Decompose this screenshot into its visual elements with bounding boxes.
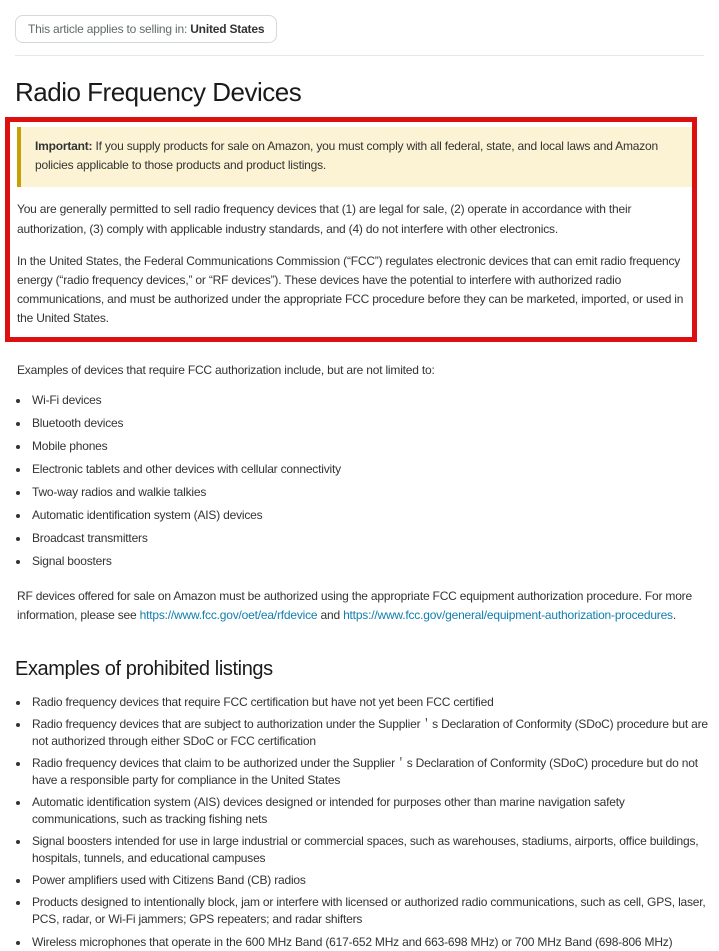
important-text: If you supply products for sale on Amazon, you must comply with all federal, state, and local laws and Amazon policies applicable to those products and product listings. <box>35 139 658 173</box>
fcc-rfdevice-link[interactable]: https://www.fcc.gov/oet/ea/rfdevice <box>139 607 318 622</box>
list-item: • Bluetooth devices <box>30 415 719 432</box>
prohibited-section <box>0 694 719 950</box>
list-item: • Radio frequency devices that require FCC certification but have not yet been FCC certified <box>30 694 719 711</box>
important-label: Important: <box>35 139 93 153</box>
authorization-text-middle: and <box>317 607 344 622</box>
intro-section <box>0 117 719 342</box>
intro-paragraph-1: You are generally permitted to sell radio frequency devices that (1) are legal for sale, (2) operate in accordance with their authorization, (3) comply with applicable industry standards, and (4) do not interfere with other electronics. <box>17 202 632 236</box>
prohibited-listings-list <box>0 694 719 950</box>
list-item: • Radio frequency devices that are subject to authorization under the Supplier＇s Declaration of Conformity (SDoC) procedure but are not authorized through either SDoC or FCC certification <box>30 716 719 750</box>
list-item: • Automatic identification system (AIS) devices designed or intended for purposes other than marine navigation safety communications, such as tracking fishing nets <box>30 794 719 828</box>
top-divider <box>15 55 704 56</box>
page-title: Radio Frequency Devices <box>15 77 302 107</box>
region-banner <box>15 15 277 43</box>
list-item: • Signal boosters <box>30 553 719 570</box>
list-item: • Wireless microphones that operate in the 600 MHz Band (617-652 MHz and 663-698 MHz) or 700 MHz Band (698-806 MHz) <box>30 934 719 951</box>
important-callout <box>17 127 694 187</box>
devices-lead-text: Examples of devices that require FCC authorization include, but are not limited to: <box>17 362 435 377</box>
region-banner-prefix: This article applies to selling in: <box>28 22 191 36</box>
list-item: • Two-way radios and walkie talkies <box>30 484 719 501</box>
list-item: • Broadcast transmitters <box>30 530 719 547</box>
section-heading-prohibited-listings: Examples of prohibited listings <box>15 658 273 681</box>
list-item: • Automatic identification system (AIS) devices <box>30 507 719 524</box>
list-item: • Mobile phones <box>30 438 719 455</box>
fcc-equipment-authorization-link[interactable]: https://www.fcc.gov/general/equipment-authorization-procedures <box>343 607 673 622</box>
list-item: • Wi-Fi devices <box>30 392 719 409</box>
authorization-text-after: . <box>672 607 677 622</box>
list-item: • Signal boosters intended for use in large industrial or commercial spaces, such as warehouses, stadiums, airports, office buildings, hospitals, tunnels, and educational campuses <box>30 833 719 867</box>
region-banner-region: United States <box>190 22 265 36</box>
intro-paragraph-2: In the United States, the Federal Communications Commission (“FCC”) regulates electronic devices that can emit radio frequency energy (“radio frequency devices,” or “RF devices”). These devices have the potential to interfere with authorized radio communications, and must be authorized under the appropriate FCC procedure before they can be marketed, imported, or used in the United States. <box>17 253 684 326</box>
fcc-device-list <box>0 392 719 570</box>
authorization-paragraph <box>17 587 701 625</box>
list-item: • Radio frequency devices that claim to be authorized under the Supplier＇s Declaration of Conformity (SDoC) procedure but do not have a responsible party for compliance in the United States <box>30 755 719 789</box>
list-item: • Products designed to intentionally block, jam or interfere with licensed or authorized radio communications, such as cell, GPS, laser, PCS, radar, or Wi-Fi jammers; GPS repeaters; and radar shifters <box>30 894 719 928</box>
authorization-text-before: RF devices offered for sale on Amazon must be authorized using the appropriate FCC equipment authorization procedure. For more information, please see <box>17 588 692 622</box>
list-item: • Power amplifiers used with Citizens Band (CB) radios <box>30 872 719 889</box>
list-item: • Electronic tablets and other devices with cellular connectivity <box>30 461 719 478</box>
